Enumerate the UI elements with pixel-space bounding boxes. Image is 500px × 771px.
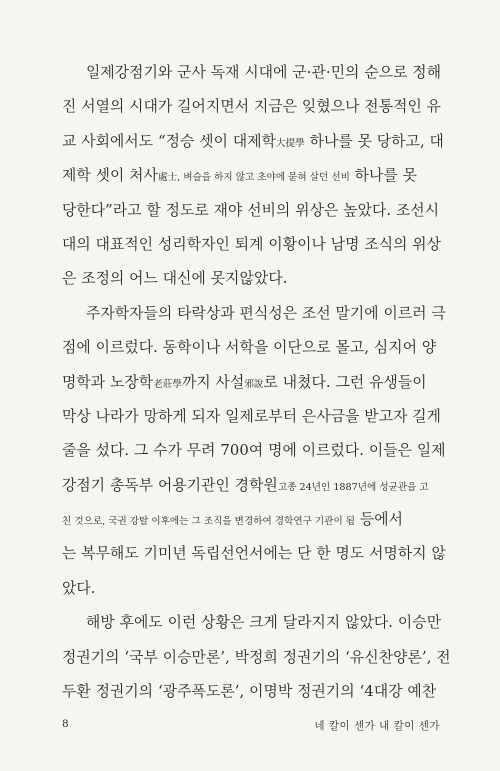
text-line: [62, 503, 442, 537]
text-line: [62, 228, 442, 262]
line-text: 하나를 못: [349, 167, 418, 185]
text-line: [62, 400, 442, 434]
line-text: 교 사회에서도 “정승 셋이 대제학: [62, 132, 276, 150]
text-line: [62, 606, 442, 640]
text-line: [62, 262, 442, 296]
line-text: 등에서: [355, 511, 404, 529]
line-text: 정권기의 ‘국부 이승만론’, 박정희 정권기의 ‘유신찬양론’, 전: [62, 648, 451, 666]
line-text: 점에 이르렀다. 동학이나 서학을 이단으로 몰고, 심지어 양: [62, 339, 437, 357]
body-text: [62, 56, 451, 709]
text-line: [62, 675, 442, 709]
line-text: 줄을 섰다. 그 수가 무려 700여 명에 이르렀다. 이들은 일제: [62, 442, 446, 460]
annotation-text: 大提學: [276, 137, 305, 149]
text-line: [62, 366, 442, 400]
running-title: 네 칼이 센가 내 칼이 센가: [314, 720, 440, 732]
line-text: 진 서열의 시대가 길어지면서 지금은 잊혔으나 전통적인 유: [62, 98, 442, 116]
line-text: 대의 대표적인 성리학자인 퇴계 이황이나 남명 조식의 위상: [62, 235, 442, 253]
line-text: 일제강점기와 군사 독재 시대에 군·관·민의 순으로 정해: [86, 64, 442, 81]
line-text: 두환 정권기의 ‘광주폭도론’, 이명박 정권기의 ‘4대강 예찬: [62, 683, 437, 701]
annotation-text: 친 것으로, 국권 강탈 이후에는 그 조직을 변경하여 경학연구 기관이 됨: [62, 516, 356, 528]
line-text: 로 내쳤다. 그런 유생들이: [263, 373, 427, 391]
line-text: 하나를 못 당하고, 대: [304, 132, 444, 150]
line-text: 명학과 노장학: [62, 373, 154, 391]
text-line: [62, 297, 446, 331]
annotation-text: 老莊學: [153, 378, 182, 390]
annotation-text: 處士, 벼슬을 하지 않고 초야에 묻혀 살던 선비: [157, 172, 350, 184]
page-number: 8: [62, 718, 69, 730]
line-text: 해방 후에도 이런 상황은 크게 달라지지 않았다. 이승만: [86, 614, 442, 632]
text-line: [62, 194, 442, 228]
text-line: [62, 434, 446, 468]
text-line: [62, 90, 442, 124]
annotation-text: 고종 24년인 1887년에 성균관을 고: [277, 481, 429, 493]
line-text: 강점기 총독부 어용기관인 경학원: [62, 476, 278, 494]
line-text: 는 복무해도 기미년 독립선언서에는 단 한 명도 서명하지 않: [62, 545, 446, 563]
text-line: [62, 641, 451, 675]
text-line: [62, 56, 442, 90]
annotation-text: 邪說: [244, 378, 264, 390]
line-text: 까지 사설: [181, 373, 245, 391]
text-line: [62, 572, 442, 606]
line-text: 막상 나라가 망하게 되자 일제로부터 은사금을 받고자 길게: [62, 407, 442, 425]
text-line: [62, 331, 442, 365]
line-text: 은 조정의 어느 대신에 못지않았다.: [62, 270, 288, 288]
line-text: 주자학자들의 타락상과 편식성은 조선 말기에 이르러 극: [86, 304, 446, 322]
line-text: 았다.: [62, 579, 96, 597]
text-line: [62, 537, 446, 571]
text-line: [62, 159, 442, 193]
line-text: 당한다”라고 할 정도로 재야 선비의 위상은 높았다. 조선시: [62, 201, 440, 219]
text-line: [62, 125, 442, 159]
line-text: 제학 셋이 처사: [62, 167, 158, 185]
text-line: [62, 469, 442, 503]
